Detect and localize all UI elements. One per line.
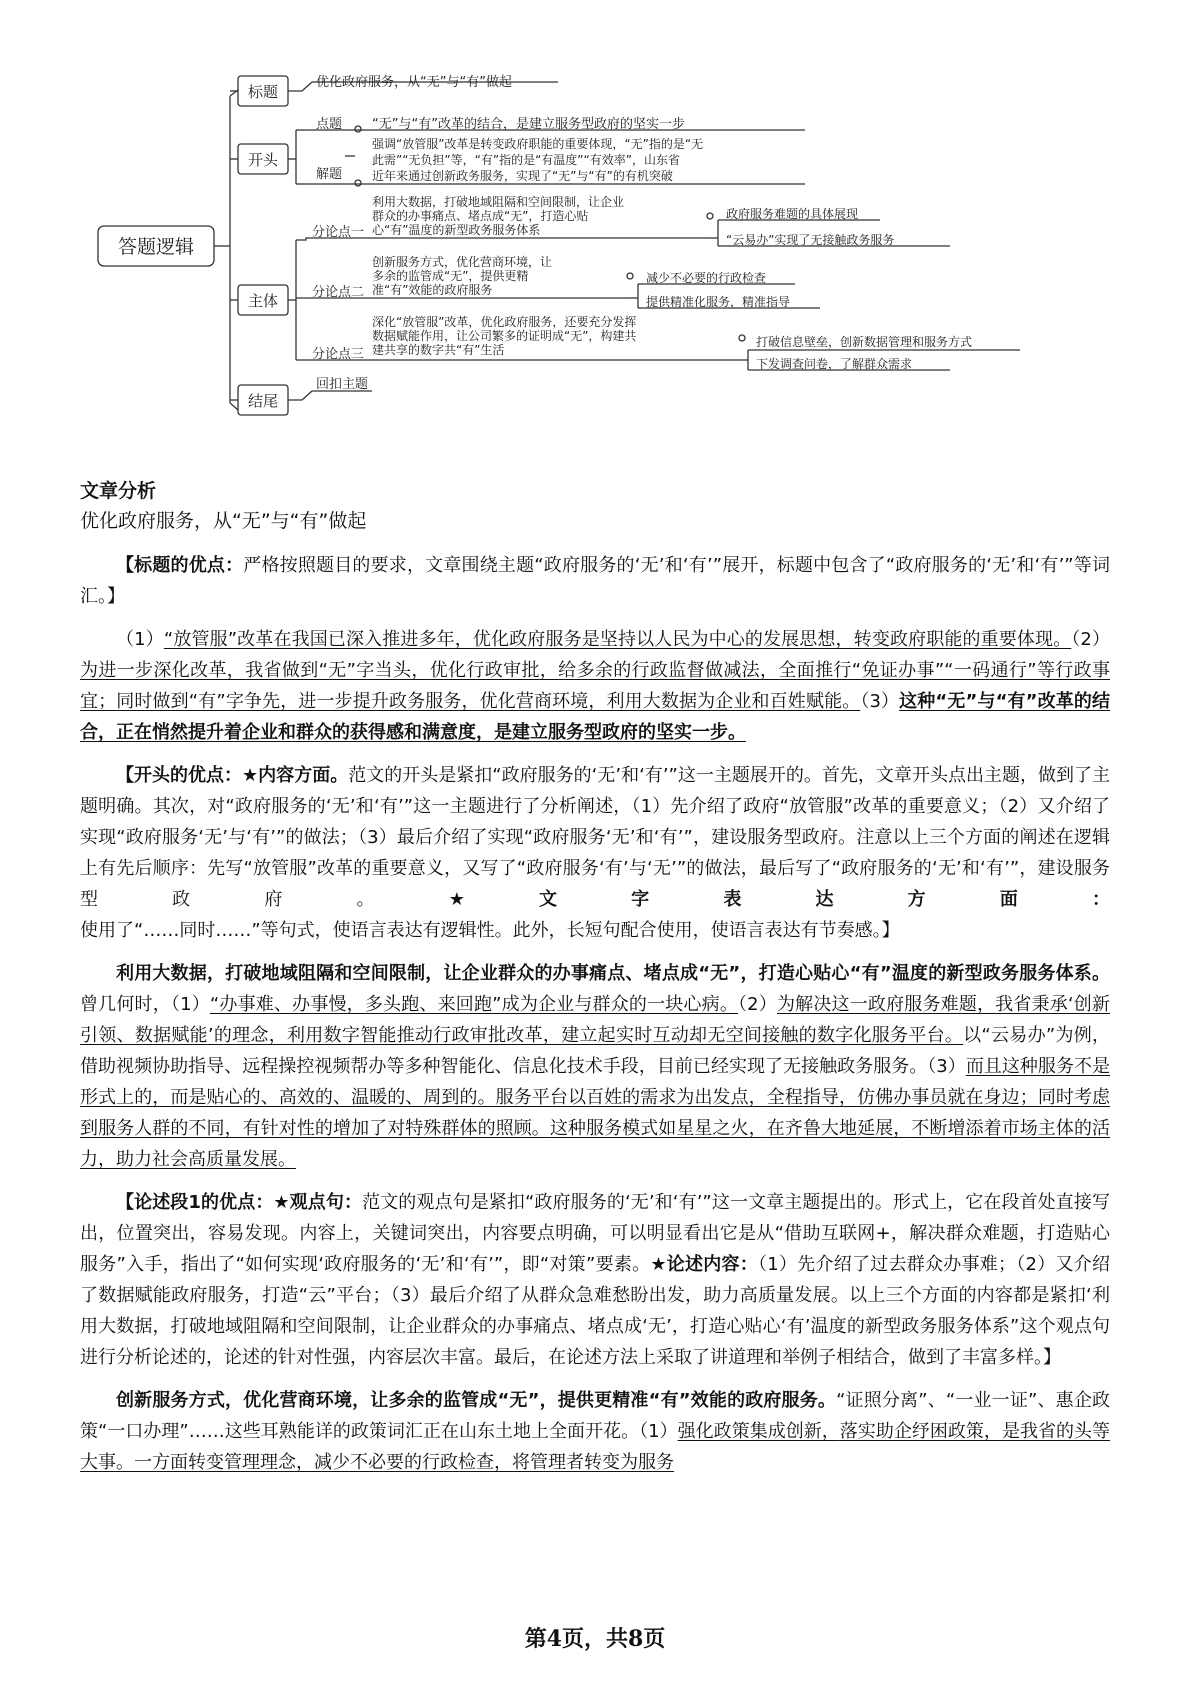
- branch-ending-label: 结尾: [247, 392, 279, 410]
- body-point2-line: 准“有”效能的政府服务: [372, 283, 493, 297]
- underlined-phrase: 将管理者转变为服务: [512, 1452, 674, 1473]
- title-merit-paragraph: [80, 550, 1110, 612]
- underlined-phrase: 全程指导，: [766, 1087, 858, 1108]
- underlined-phrase: 给多余的行政监督做减法，: [558, 660, 779, 681]
- underlined-phrase: 优化政府服务是坚持以人民为中心的发展思想，转变政府职能的重要体现。: [472, 629, 1072, 650]
- underlined-phrase: 是我省的头等大事。: [80, 1421, 1111, 1473]
- underlined-phrase: 我省做到“无”字当头，: [245, 660, 430, 681]
- underlined-phrase: 落实助企纾困政策，: [839, 1421, 1002, 1442]
- body-point1-line: 心“有”温度的新型政务服务体系: [372, 223, 541, 237]
- enum-marker: （3）: [860, 691, 900, 712]
- body-point1-sub: 政府服务难题的具体展现: [726, 207, 859, 221]
- branch-title-label: 标题: [247, 83, 279, 101]
- body-point2-line: 创新服务方式，优化营商环境，让: [372, 255, 553, 269]
- enum-marker: （2）: [1071, 629, 1111, 650]
- mind-map: [90, 70, 1120, 450]
- underlined-phrase: 为解决这一政府服务难题，我省秉承‘创新引领、数据赋能’的理念，: [80, 994, 1110, 1046]
- body-point3-line: 深化“放管服”改革，优化政府服务，还要充分发挥: [372, 315, 637, 329]
- body-point1-line: 群众的办事痛点、堵点成“无”，打造心贴: [372, 209, 589, 223]
- underlined-phrase: 优化行政审批，: [429, 660, 559, 681]
- underlined-phrase: 减少不必要的行政检查，: [314, 1452, 512, 1473]
- underlined-phrase: 一方面转变管理理念，: [134, 1452, 314, 1473]
- plain-text: 以“云易办”为例，借助视频协助指导、远程操控视频帮办等多种智能化、信息化技术手段，目前已经实现了无接触政务服务。（3）: [80, 1025, 1110, 1077]
- merit-lead: 【论述段1的优点：★观点句：: [116, 1192, 363, 1213]
- merit-text: 范文的观点句是紧扣“政府服务的‘无’和‘有’”这一文章主题提出的。形式上，它在段首处直接写出，位置突出，容易发现。内容上，关键词突出，内容要点明确，可以明显看出它是从“借助互联网+，解决群众难题，打造贴心服务”入手，指出了“如何实现‘政府服务的‘无’和‘有’”，即“对策”要素。: [80, 1192, 1110, 1275]
- merit-text: 严格按照题目的要求，文章围绕主题“政府服务的‘无’和‘有’”展开，标题中包含了“政府服务的‘无’和‘有’”等词汇。】: [80, 555, 1110, 607]
- analysis-heading: 文章分析: [80, 480, 157, 502]
- underlined-phrase: 而且这种服务不是形式上的，: [80, 1056, 1111, 1108]
- body-point3-line: 建共享的数字共“有”生活: [372, 343, 505, 357]
- body-point3-sub: 下发调查问卷，了解群众需求: [756, 357, 913, 371]
- page-number: 第4页，共8页: [524, 1626, 666, 1652]
- underlined-bold-phrase: 正在悄然提升着企业和群众的获得感和满意度，: [116, 722, 494, 743]
- article-title: 优化政府服务，从“无”与“有”做起: [80, 510, 367, 532]
- plain-text: 曾几何时，（1）: [80, 994, 210, 1015]
- argument1-paragraph: [80, 958, 1110, 1175]
- underlined-phrase: 强化政策集成创新，: [677, 1421, 840, 1442]
- title-leaf-text: 优化政府服务，从“无”与“有”做起: [316, 75, 512, 90]
- underlined-phrase: 同时做到“有”字争先，: [116, 691, 299, 712]
- underlined-phrase: 而是贴心的、高效的、温暖的、周到的。: [170, 1087, 496, 1108]
- underlined-phrase: 服务平台以百姓的需求为出发点，: [495, 1087, 767, 1108]
- opening-explain-line: 强调“放管服”改革是转变政府职能的重要体现，“无”指的是“无: [372, 137, 704, 151]
- argument1-merit-paragraph: [80, 1187, 1110, 1373]
- underlined-phrase: 不断增添着市场主体的活力，: [80, 1118, 1111, 1170]
- merit-text: （1）先介绍了过去群众办事难；（2）又介绍了数据赋能政府服务，打造“云”平台；（3）最后介绍了从群众急难愁盼出发，助力高质量发展。以上三个方面的内容都是紧扣‘利用大数据，打破地域阻隔和空间限制，让企业群众的办事痛点、堵点成‘无’，打造心贴心‘有’温度的新型政务服务体系”这个观点句进行分析论述的，论述的针对性强，内容层次丰富。最后，在论述方法上采取了讲道理和举例子相结合，做到了丰富多样。】: [80, 1254, 1111, 1368]
- body-point2-label: 分论点二: [312, 285, 365, 300]
- branch-body-label: 主体: [247, 292, 279, 310]
- opening-merit-paragraph: [80, 760, 1110, 946]
- body-point2-sub: 减少不必要的行政检查: [646, 271, 767, 285]
- underlined-phrase: 为进一步深化改革，: [80, 660, 246, 681]
- merit-lead: ★论述内容：: [650, 1254, 759, 1275]
- root-label: 答题逻辑: [117, 236, 195, 258]
- body-point1-line: 利用大数据，打破地域阻隔和空间限制，让企业: [372, 195, 625, 209]
- merit-lead: 【开头的优点：★内容方面。: [116, 765, 349, 786]
- opening-paragraph: [80, 624, 1110, 748]
- enum-marker: （2）: [738, 994, 777, 1015]
- underlined-phrase: “放管服”改革在我国已深入推进多年，: [163, 629, 473, 650]
- underlined-phrase: 在齐鲁大地延展，: [766, 1118, 912, 1139]
- body-point3-sub: 打破信息壁垒，创新数据管理和服务方式: [756, 335, 973, 349]
- underlined-phrase: 全面推行“免证办事”“一码通行”等行政事宜；: [80, 660, 1110, 712]
- merit-lead: ★文字表达方面：: [448, 889, 1111, 910]
- body-point1-label: 分论点一: [312, 225, 365, 240]
- analysis-content: [80, 476, 1110, 1490]
- argument-lead: 创新服务方式，优化营商环境，让多余的监管成“无”，提供更精准“有”效能的政府服务。: [116, 1390, 837, 1411]
- merit-text: 范文的开头是紧扣“政府服务的‘无’和‘有’”这一主题展开的。首先，文章开头点出主题，做到了主题明确。其次，对“政府服务的‘无’和‘有’”这一主题进行了分析阐述，（1）先介绍了政府“放管服”改革的重要意义；（2）又介绍了实现“政府服务‘无’与‘有’”的做法；（3）最后介绍了实现“政府服务‘无’和‘有’”，建设服务型政府。注意以上三个方面的阐述在逻辑上有先后顺序：先写“放管服”改革的重要意义，又写了“政府服务‘有’与‘无’”的做法，最后写了“政府服务的‘无’和‘有’”，建设服务型政府。: [80, 765, 1110, 910]
- opening-point-text: “无”与“有”改革的结合，是建立服务型政府的坚实一步: [372, 117, 685, 132]
- underlined-phrase: “办事难、办事慢，多头跑、来回跑”成为企业与群众的一块心病。: [209, 994, 738, 1015]
- opening-explain-line: 近年来通过创新政务服务，实现了“无”与“有”的有机突破: [372, 169, 673, 183]
- ending-leaf-text: 回扣主题: [316, 377, 369, 392]
- underlined-phrase: 优化营商环境，: [479, 691, 607, 712]
- underlined-phrase: 建立起实时互动却无空间接触的数字化服务平台。: [561, 1025, 964, 1046]
- underlined-phrase: 这种服务模式如星星之火，: [549, 1118, 767, 1139]
- underlined-phrase: 助力社会高质量发展。: [116, 1149, 296, 1170]
- underlined-phrase: 同时考虑到服务人群的不同，有针对性的增加了对特殊群体的照顾。: [80, 1087, 1111, 1139]
- argument-lead: 利用大数据，打破地域阻隔和空间限制，让企业群众的办事痛点、堵点成“无”，打造心贴心“有”温度的新型政务服务体系。: [116, 963, 1110, 984]
- opening-explain-line: 此需”“无负担”等，“有”指的是“有温度”“有效率”，山东省: [372, 153, 680, 167]
- body-point3-label: 分论点三: [312, 347, 365, 362]
- merit-text: 使用了“……同时……”等句式，使语言表达有逻辑性。此外，长短句配合使用，使语言表达有节奏感。】: [80, 920, 900, 941]
- merit-lead: 【标题的优点：: [116, 555, 244, 576]
- branch-opening-label: 开头: [247, 151, 279, 169]
- underlined-bold-phrase: 是建立服务型政府的坚实一步。: [494, 722, 746, 743]
- underlined-phrase: 利用数字智能推动行政审批改革，: [287, 1025, 562, 1046]
- underlined-phrase: 仿佛办事员就在身边；: [857, 1087, 1038, 1108]
- underlined-phrase: 利用大数据为企业和百姓赋能。: [606, 691, 861, 712]
- plain-text: “证照分离”、“一业一证”、惠企政策“一口办理”……这些耳熟能详的政策词汇正在山东土地上全面开花。（1）: [80, 1390, 1110, 1442]
- body-point2-sub: 提供精准化服务，精准指导: [646, 295, 791, 309]
- enum-marker: （1）: [116, 629, 164, 650]
- underlined-phrase: 进一步提升政务服务，: [298, 691, 480, 712]
- body-point2-line: 多余的监管成“无”，提供更精: [372, 269, 529, 283]
- opening-explain-label: 解题: [316, 167, 343, 182]
- body-point3-line: 数据赋能作用，让公司繁多的证明成“无”，构建共: [372, 329, 637, 343]
- argument2-paragraph: [80, 1385, 1110, 1478]
- underlined-bold-phrase: 这种“无”与“有”改革的结合，: [80, 691, 1111, 743]
- body-point1-sub: “云易办”实现了无接触政务服务: [726, 233, 895, 247]
- opening-point-label: 点题: [316, 117, 343, 132]
